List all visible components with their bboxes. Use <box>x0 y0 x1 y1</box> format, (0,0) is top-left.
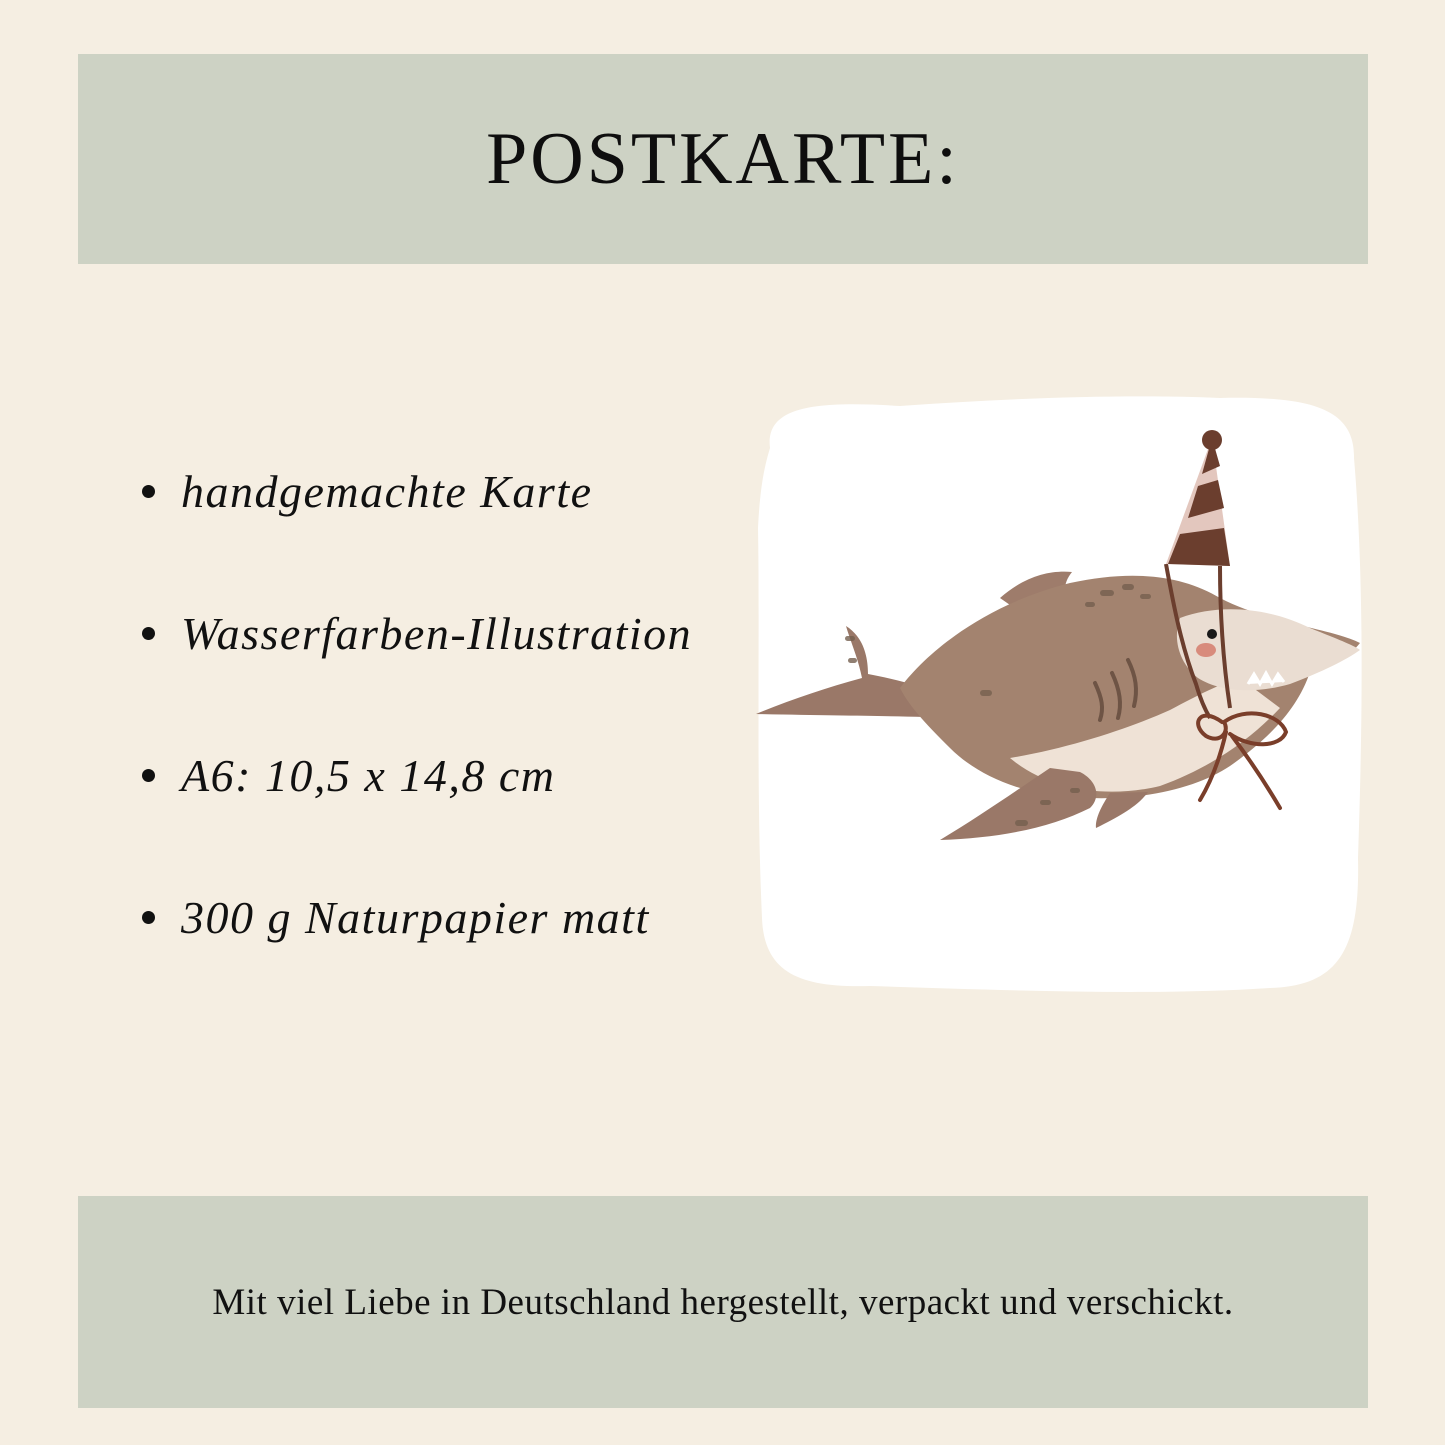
bullet-icon <box>142 911 155 924</box>
shark-party-hat-icon <box>750 388 1370 1000</box>
list-item <box>130 846 730 988</box>
feature-text: 300 g Naturpapier matt <box>181 891 650 943</box>
party-hat-pompom <box>1202 430 1222 450</box>
list-item <box>130 562 730 704</box>
list-item <box>130 420 730 562</box>
header-banner <box>78 54 1368 264</box>
bullet-icon <box>142 769 155 782</box>
shark-cheek <box>1196 643 1216 657</box>
feature-text: Wasserfarben-Illustration <box>181 607 693 659</box>
list-item <box>130 704 730 846</box>
feature-text: A6: 10,5 x 14,8 cm <box>181 749 556 801</box>
feature-list <box>130 420 730 988</box>
feature-text: handgemachte Karte <box>181 465 593 517</box>
shark-illustration <box>750 388 1370 1000</box>
footer-text: Mit viel Liebe in Deutschland hergestellt, verpackt und verschickt. <box>212 1281 1234 1323</box>
bullet-icon <box>142 627 155 640</box>
page-title: POSTKARTE: <box>486 117 960 200</box>
footer-banner <box>78 1196 1368 1408</box>
bullet-icon <box>142 485 155 498</box>
shark-eye <box>1207 629 1217 639</box>
